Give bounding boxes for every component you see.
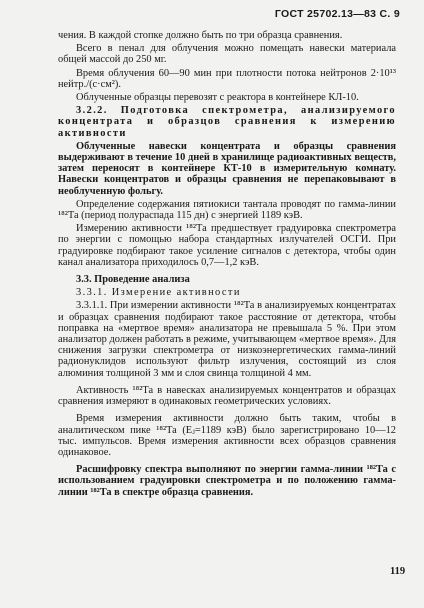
paragraph: Всего в пенал для облучения можно помещать навески материала общей массой до 250 мг. (58, 43, 396, 66)
paragraph: Облученные образцы перевозят с реактора в контейнере КЛ-10. (76, 92, 359, 104)
page-number: 119 (390, 566, 406, 577)
section-heading: 3.3. Проведение анализа (76, 274, 190, 286)
paragraph: Время облучения 60—90 мин при плотности потока нейтронов 2·10¹³ нейтр./(с·см²). (58, 67, 396, 90)
paragraph: Расшифровку спектра выполняют по энергии гамма-линии ¹⁸²Та с использованием градуировки спектрометра и по положению гамма-линии ¹⁸²Та в спектре образца сравнения. (58, 464, 396, 498)
subsection-heading: 3.3.1. Измерение активности (76, 287, 241, 299)
paragraph: Измерению активности ¹⁸²Та предшествует градуировка спектрометра по энергии с помощью набора стандартных излучателей ОСГИ. При градуировке подбирают такое усиление сигналов с детектора, чтобы один канал анализатора приходилось 0,7—1,2 кэВ. (58, 223, 396, 268)
section-heading: 3.2.2. Подготовка спектрометра, анализируемого концентрата и образцов сравнения к измерению активности (58, 105, 396, 139)
document-body (58, 30, 396, 500)
document-header: ГОСТ 25702.13—83 С. 9 (274, 8, 400, 20)
paragraph: Облученные навески концентрата и образцы сравнения выдерживают в течение 10 дней в хранилище радиоактивных веществ, затем переносят в контейнере КТ-10 в измерительную комнату. Навески концентратов и образцы сравнения не перепаковывают в необлученную фольгу. (58, 140, 396, 197)
paragraph: 3.3.1.1. При измерении активности ¹⁸²Та в анализируемых концентратах и образцах сравнения подбирают такое расстояние от детектора, чтобы поправка на «мертвое время» анализатора не превышала 5 %. При этом анализатор должен работать в режиме, учитывающем «мертвое время». Для снижения загрузки спектрометра от низкоэнергетических гамма-линий радионуклидов используют фильтр излучения, состоящий из слоя алюминия толщиной 3 мм и слоя свинца толщиной 4 мм. (58, 300, 396, 379)
paragraph: Определение содержания пятиокиси тантала проводят по гамма-линии ¹⁸²Та (период полураспада 115 дн) с энергией 1189 кэВ. (58, 198, 396, 222)
paragraph: чения. В каждой стопке должно быть по три образца сравнения. (58, 30, 343, 41)
paragraph: Активность ¹⁸²Та в навесках анализируемых концентратов и образцах сравнения измеряют в одинаковых геометрических условиях. (58, 384, 396, 408)
paragraph: Время измерения активности должно быть таким, чтобы в аналитическом пике ¹⁸²Та (Eⱼ=1189 кэВ) было зарегистрировано 10—12 тыс. импульсов. Время измерения активности всех образцов сравнения одинаковое. (58, 413, 396, 458)
